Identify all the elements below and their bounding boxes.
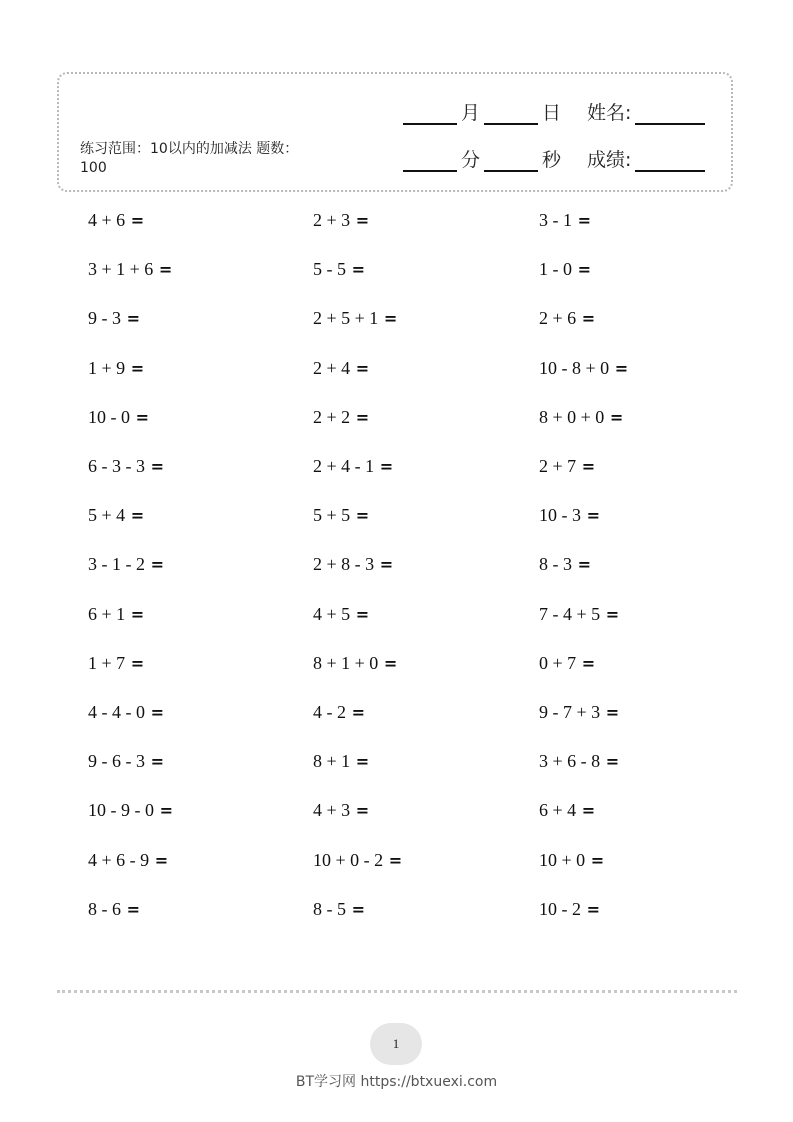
equals-sign: = bbox=[350, 407, 370, 427]
problem-item bbox=[313, 358, 369, 379]
problem-expression: 1 + 9 bbox=[88, 357, 126, 378]
problem-expression: 1 - 0 bbox=[539, 259, 572, 280]
equals-sign: = bbox=[350, 506, 370, 526]
second-label: 秒 bbox=[542, 149, 562, 171]
problem-expression: 4 - 4 - 0 bbox=[88, 702, 145, 722]
equals-sign: = bbox=[145, 703, 164, 722]
problem-expression: 6 + 4 bbox=[539, 800, 577, 821]
footer-source: BT学习网 https://btxuexi.com bbox=[295, 1074, 498, 1090]
problem-item bbox=[88, 456, 164, 477]
problem-expression: 0 + 7 bbox=[539, 652, 577, 673]
problem-item bbox=[539, 210, 591, 231]
problem-expression: 2 + 6 bbox=[539, 308, 577, 329]
problem-item bbox=[88, 653, 144, 674]
problem-item bbox=[313, 800, 369, 821]
problem-expression: 2 + 5 + 1 bbox=[313, 308, 379, 329]
equals-sign: = bbox=[350, 211, 370, 230]
equals-sign: = bbox=[125, 211, 145, 230]
equals-sign: = bbox=[130, 407, 149, 427]
problem-expression: 10 - 3 bbox=[539, 505, 581, 526]
problem-expression: 10 - 0 bbox=[88, 406, 130, 427]
problem-item bbox=[88, 899, 140, 920]
problem-expression: 6 - 3 - 3 bbox=[88, 456, 145, 476]
problem-expression: 4 + 5 bbox=[313, 603, 351, 624]
problem-expression: 4 - 2 bbox=[313, 702, 346, 722]
problem-expression: 3 + 1 + 6 bbox=[88, 259, 154, 280]
problem-item bbox=[313, 604, 369, 625]
equals-sign: = bbox=[581, 506, 600, 526]
equals-sign: = bbox=[346, 260, 365, 280]
problem-item bbox=[88, 308, 140, 329]
equals-sign: = bbox=[585, 850, 605, 870]
equals-sign: = bbox=[346, 703, 365, 722]
problem-item bbox=[88, 259, 172, 280]
month-label: 月 bbox=[461, 102, 481, 124]
problem-item bbox=[539, 505, 600, 526]
problem-expression: 6 + 1 bbox=[88, 603, 126, 624]
problem-expression: 3 - 1 bbox=[539, 210, 572, 230]
equals-sign: = bbox=[576, 801, 596, 821]
problem-item bbox=[539, 308, 595, 329]
problem-expression: 2 + 4 - 1 bbox=[313, 456, 375, 476]
problem-expression: 2 + 3 bbox=[313, 210, 351, 230]
problem-item bbox=[88, 358, 144, 379]
problem-item bbox=[539, 899, 600, 920]
minute-label: 分 bbox=[461, 149, 481, 171]
problem-expression: 1 + 7 bbox=[88, 652, 126, 673]
equals-sign: = bbox=[149, 850, 169, 870]
problem-item bbox=[88, 702, 164, 723]
equals-sign: = bbox=[121, 309, 140, 329]
equals-sign: = bbox=[572, 555, 591, 575]
problem-expression: 8 + 1 bbox=[313, 751, 351, 772]
problem-expression: 10 - 2 bbox=[539, 898, 581, 919]
practice-range-label: 练习范围：10以内的加减法 题数：100 bbox=[80, 141, 299, 176]
equals-sign: = bbox=[600, 604, 620, 624]
problem-item bbox=[539, 554, 591, 575]
problem-expression: 4 + 3 bbox=[313, 800, 351, 821]
problem-expression: 8 + 1 + 0 bbox=[313, 652, 379, 673]
score-label: 成绩: bbox=[587, 149, 632, 171]
problem-item bbox=[313, 456, 393, 477]
problem-expression: 8 - 3 bbox=[539, 554, 572, 575]
equals-sign: = bbox=[378, 309, 398, 329]
problem-item bbox=[313, 899, 365, 920]
problem-item bbox=[313, 210, 369, 231]
problem-item bbox=[539, 653, 595, 674]
problem-item bbox=[539, 850, 604, 871]
equals-sign: = bbox=[581, 899, 600, 919]
problem-expression: 5 + 4 bbox=[88, 505, 126, 526]
equals-sign: = bbox=[125, 506, 145, 526]
equals-sign: = bbox=[350, 604, 370, 624]
equals-sign: = bbox=[346, 899, 365, 919]
name-label: 姓名: bbox=[587, 102, 632, 124]
problem-item bbox=[313, 653, 397, 674]
equals-sign: = bbox=[125, 653, 145, 673]
problem-expression: 2 + 7 bbox=[539, 456, 577, 476]
equals-sign: = bbox=[378, 653, 398, 673]
equals-sign: = bbox=[154, 801, 173, 821]
problem-expression: 3 - 1 - 2 bbox=[88, 554, 145, 575]
problem-expression: 7 - 4 + 5 bbox=[539, 603, 601, 624]
problem-expression: 9 - 7 + 3 bbox=[539, 702, 601, 722]
equals-sign: = bbox=[153, 260, 173, 280]
problem-expression: 5 - 5 bbox=[313, 259, 346, 280]
problem-expression: 3 + 6 - 8 bbox=[539, 751, 601, 772]
problem-item bbox=[88, 407, 149, 428]
equals-sign: = bbox=[145, 752, 164, 772]
problem-item bbox=[313, 751, 369, 772]
equals-sign: = bbox=[121, 899, 140, 919]
equals-sign: = bbox=[125, 358, 145, 378]
problem-item bbox=[313, 308, 397, 329]
bottom-divider bbox=[57, 990, 737, 993]
equals-sign: = bbox=[600, 752, 620, 772]
problem-expression: 8 - 5 bbox=[313, 898, 346, 919]
problem-expression: 10 - 8 + 0 bbox=[539, 357, 610, 378]
problem-expression: 4 + 6 bbox=[88, 210, 126, 230]
problem-item bbox=[88, 604, 144, 625]
day-label: 日 bbox=[542, 102, 562, 124]
problem-item bbox=[313, 850, 402, 871]
equals-sign: = bbox=[374, 555, 394, 575]
problem-item bbox=[539, 259, 591, 280]
problem-expression: 10 + 0 bbox=[539, 849, 586, 870]
problem-item bbox=[539, 800, 595, 821]
problem-expression: 10 + 0 - 2 bbox=[313, 849, 384, 870]
equals-sign: = bbox=[350, 752, 370, 772]
problem-item bbox=[313, 505, 369, 526]
problem-item bbox=[88, 751, 164, 772]
equals-sign: = bbox=[576, 457, 596, 476]
equals-sign: = bbox=[145, 555, 164, 575]
equals-sign: = bbox=[350, 358, 370, 378]
problem-expression: 8 - 6 bbox=[88, 898, 121, 919]
problem-expression: 10 - 9 - 0 bbox=[88, 800, 154, 821]
problem-expression: 2 + 2 bbox=[313, 406, 351, 427]
equals-sign: = bbox=[125, 604, 145, 624]
equals-sign: = bbox=[604, 407, 624, 427]
problem-item bbox=[88, 554, 164, 575]
problem-item bbox=[539, 358, 628, 379]
problem-item bbox=[313, 407, 369, 428]
problem-expression: 8 + 0 + 0 bbox=[539, 406, 605, 427]
equals-sign: = bbox=[572, 211, 591, 230]
problem-item bbox=[313, 702, 365, 723]
equals-sign: = bbox=[374, 457, 394, 476]
problem-item bbox=[88, 210, 144, 231]
problem-expression: 2 + 4 bbox=[313, 357, 351, 378]
problem-item bbox=[539, 702, 619, 723]
equals-sign: = bbox=[576, 653, 596, 673]
problem-expression: 2 + 8 - 3 bbox=[313, 554, 375, 575]
equals-sign: = bbox=[600, 703, 620, 722]
problem-item bbox=[539, 604, 619, 625]
problem-item bbox=[539, 456, 595, 477]
problem-item bbox=[88, 505, 144, 526]
problem-expression: 9 - 6 - 3 bbox=[88, 751, 145, 772]
equals-sign: = bbox=[383, 850, 403, 870]
problem-item bbox=[539, 751, 619, 772]
problem-expression: 4 + 6 - 9 bbox=[88, 849, 150, 870]
problem-item bbox=[88, 800, 173, 821]
equals-sign: = bbox=[350, 801, 370, 821]
equals-sign: = bbox=[576, 309, 596, 329]
problem-item bbox=[313, 259, 365, 280]
problem-item bbox=[313, 554, 393, 575]
problem-expression: 5 + 5 bbox=[313, 505, 351, 526]
problem-item bbox=[88, 850, 168, 871]
problem-expression: 9 - 3 bbox=[88, 308, 121, 329]
equals-sign: = bbox=[145, 457, 164, 476]
equals-sign: = bbox=[572, 260, 591, 280]
page-number-badge: 1 bbox=[370, 1023, 422, 1065]
equals-sign: = bbox=[609, 358, 629, 378]
problem-item bbox=[539, 407, 623, 428]
